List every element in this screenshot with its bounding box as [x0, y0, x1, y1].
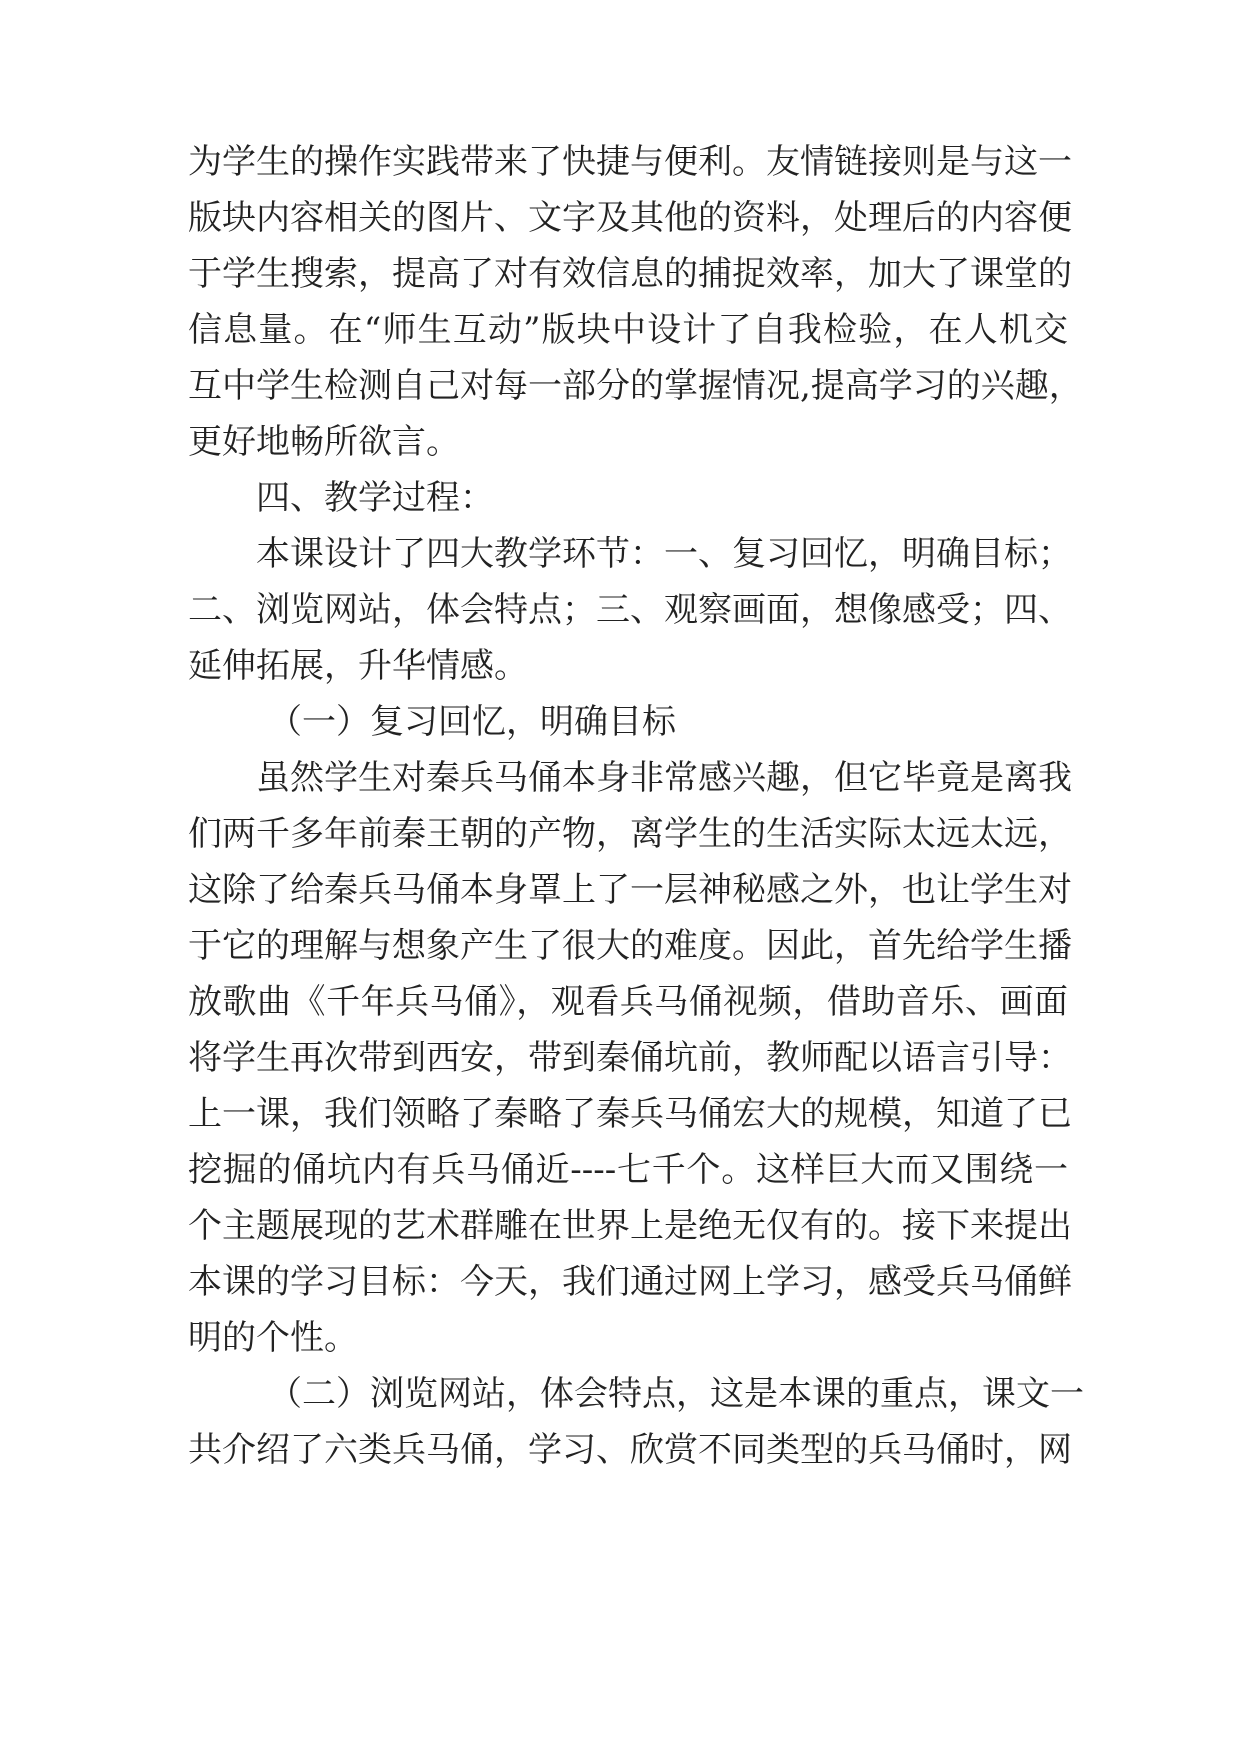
text-line: 更好地畅所欲言。 — [188, 422, 460, 462]
text-line: 本课设计了四大教学环节：一、复习回忆，明确目标； — [256, 534, 1072, 574]
text-line: 于学生搜索，提高了对有效信息的捕捉效率，加大了课堂的 — [188, 254, 1072, 294]
text-line: 明的个性。 — [188, 1318, 358, 1358]
text-line: 互中学生检测自己对每一部分的掌握情况,提高学习的兴趣， — [188, 366, 1083, 406]
text-line: 本课的学习目标：今天，我们通过网上学习，感受兵马俑鲜 — [188, 1262, 1072, 1302]
text-line: 共介绍了六类兵马俑，学习、欣赏不同类型的兵马俑时，网 — [188, 1430, 1072, 1470]
text-line: 版块内容相关的图片、文字及其他的资料，处理后的内容便 — [188, 198, 1072, 238]
text-line: 信息量。在“师生互动”版块中设计了自我检验，在人机交 — [188, 310, 1068, 350]
text-line: 虽然学生对秦兵马俑本身非常感兴趣，但它毕竟是离我 — [256, 758, 1072, 798]
text-line: 挖掘的俑坑内有兵马俑近----七千个。这样巨大而又围绕一 — [188, 1150, 1068, 1190]
text-line: 于它的理解与想象产生了很大的难度。因此，首先给学生播 — [188, 926, 1072, 966]
text-line: 们两千多年前秦王朝的产物，离学生的生活实际太远太远， — [188, 814, 1072, 854]
text-line: 放歌曲《千年兵马俑》，观看兵马俑视频，借助音乐、画面 — [188, 982, 1068, 1022]
text-line: 延伸拓展，升华情感。 — [188, 646, 528, 686]
text-line: 将学生再次带到西安，带到秦俑坑前，教师配以语言引导： — [188, 1038, 1072, 1078]
subsection-heading: （一）复习回忆，明确目标 — [268, 702, 676, 742]
text-line: 上一课，我们领略了秦略了秦兵马俑宏大的规模，知道了已 — [188, 1094, 1072, 1134]
subsection-heading: （二）浏览网站，体会特点，这是本课的重点，课文一 — [268, 1374, 1084, 1414]
text-line: 这除了给秦兵马俑本身罩上了一层神秘感之外，也让学生对 — [188, 870, 1072, 910]
text-line: 为学生的操作实践带来了快捷与便利。友情链接则是与这一 — [188, 142, 1072, 182]
section-heading: 四、教学过程： — [256, 478, 494, 518]
text-line: 个主题展现的艺术群雕在世界上是绝无仅有的。接下来提出 — [188, 1206, 1072, 1246]
text-line: 二、浏览网站，体会特点；三、观察画面，想像感受；四、 — [188, 590, 1072, 630]
